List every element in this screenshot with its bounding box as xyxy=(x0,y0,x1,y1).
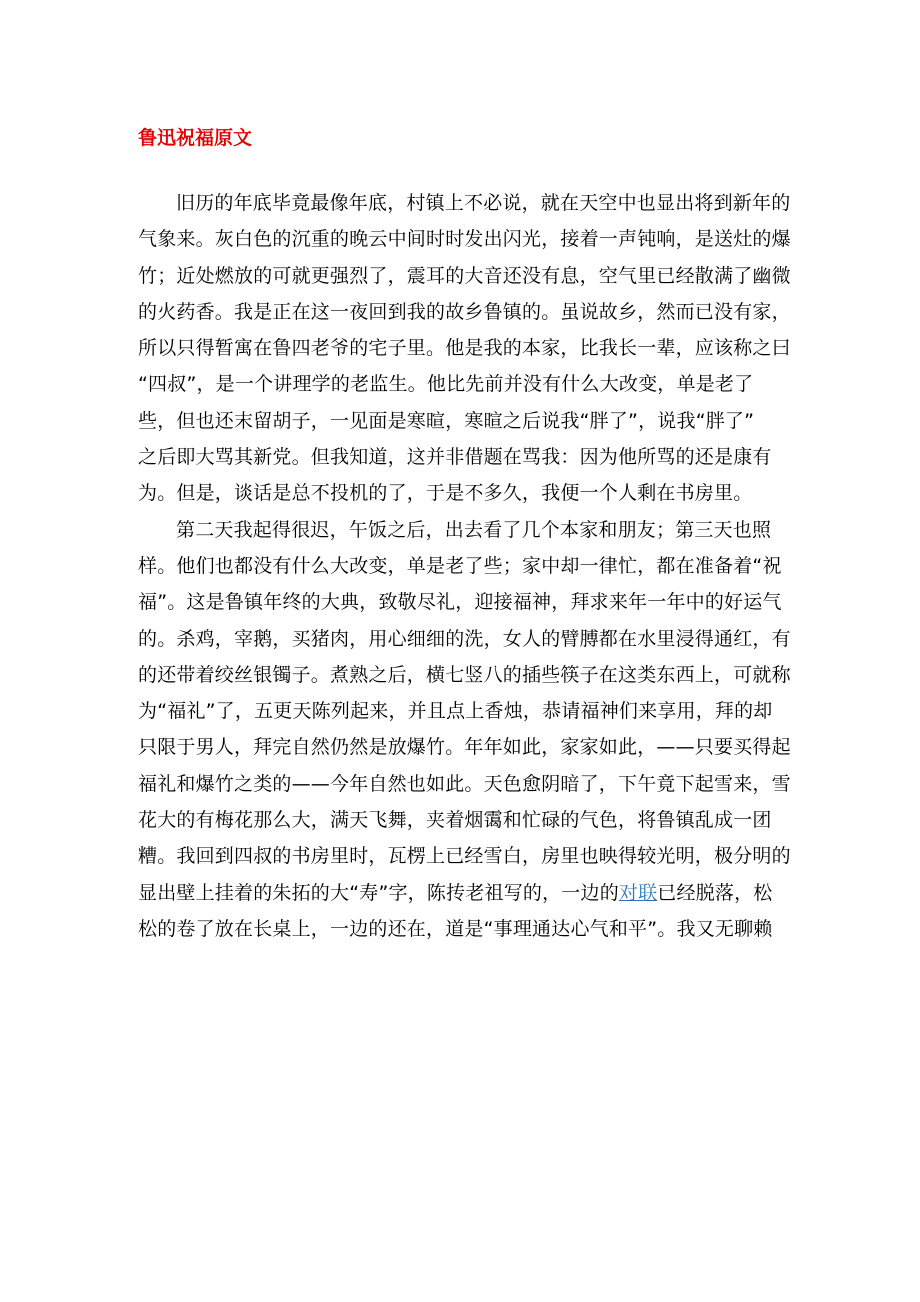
paragraph-1 xyxy=(138,185,791,512)
text-line-with-link xyxy=(138,875,778,911)
text-line: 的火药香。我是正在这一夜回到我的故乡鲁镇的。虽说故乡，然而已没有家， xyxy=(138,300,791,323)
text-line: 只限于男人，拜完自然仍然是放爆竹。年年如此，家家如此，——只要买得起 xyxy=(138,736,791,759)
text-line: 的还带着绞丝银镯子。煮熟之后，横七竖八的插些筷子在这类东西上，可就称 xyxy=(138,663,791,686)
text-line: 花大的有梅花那么大，满天飞舞，夹着烟霭和忙碌的气色，将鲁镇乱成一团 xyxy=(138,809,772,832)
text-line: 松的卷了放在长桌上，一边的还在，道是“事理通达心气和平”。我又无聊赖 xyxy=(138,917,773,940)
document-title: 鲁迅祝福原文 xyxy=(138,127,253,149)
text-line: “四叔”，是一个讲理学的老监生。他比先前并没有什么大改变，单是老了 xyxy=(138,373,754,396)
text-line: 竹；近处燃放的可就更强烈了，震耳的大音还没有息，空气里已经散满了幽微 xyxy=(138,264,791,287)
text-line: 第二天我起得很迟，午饭之后，出去看了几个本家和朋友；第三天也照 xyxy=(176,518,772,541)
text-line: 所以只得暂寓在鲁四老爷的宅子里。他是我的本家，比我长一辈，应该称之曰 xyxy=(138,337,791,360)
text-line: 糟。我回到四叔的书房里时，瓦楞上已经雪白，房里也映得较光明，极分明的 xyxy=(138,845,791,868)
link-line-after: 已经脱落，松 xyxy=(657,881,773,904)
text-line: 为。但是，谈话是总不投机的了，于是不多久，我便一个人剩在书房里。 xyxy=(138,482,753,505)
text-line: 气象来。灰白色的沉重的晚云中间时时发出闪光，接着一声钝响，是送灶的爆 xyxy=(138,228,791,251)
text-line: 为“福礼”了，五更天陈列起来，并且点上香烛，恭请福神们来享用，拜的却 xyxy=(138,700,773,723)
text-line: 些，但也还末留胡子，一见面是寒暄，寒暄之后说我“胖了”，说我“胖了” xyxy=(138,409,755,432)
text-line: 的。杀鸡，宰鹅，买猪肉，用心细细的洗，女人的臂膊都在水里浸得通红，有 xyxy=(138,627,791,650)
couplet-link[interactable]: 对联 xyxy=(618,881,658,904)
text-line: 之后即大骂其新党。但我知道，这并非借题在骂我：因为他所骂的还是康有 xyxy=(138,446,772,469)
document-body xyxy=(138,185,791,947)
text-line: 样。他们也都没有什么大改变，单是老了些；家中却一律忙，都在准备着“祝 xyxy=(138,554,782,577)
text-line: 福礼和爆竹之类的——今年自然也如此。天色愈阴暗了，下午竟下起雪来，雪 xyxy=(138,772,791,795)
link-line-before: 显出壁上挂着的朱拓的大“寿”字，陈抟老祖写的，一边的 xyxy=(138,881,619,904)
paragraph-2 xyxy=(138,512,791,948)
text-line: 福”。这是鲁镇年终的大典，致敬尽礼，迎接福神，拜求来年一年中的好运气 xyxy=(138,591,782,614)
text-line: 旧历的年底毕竟最像年底，村镇上不必说，就在天空中也显出将到新年的 xyxy=(176,192,791,214)
